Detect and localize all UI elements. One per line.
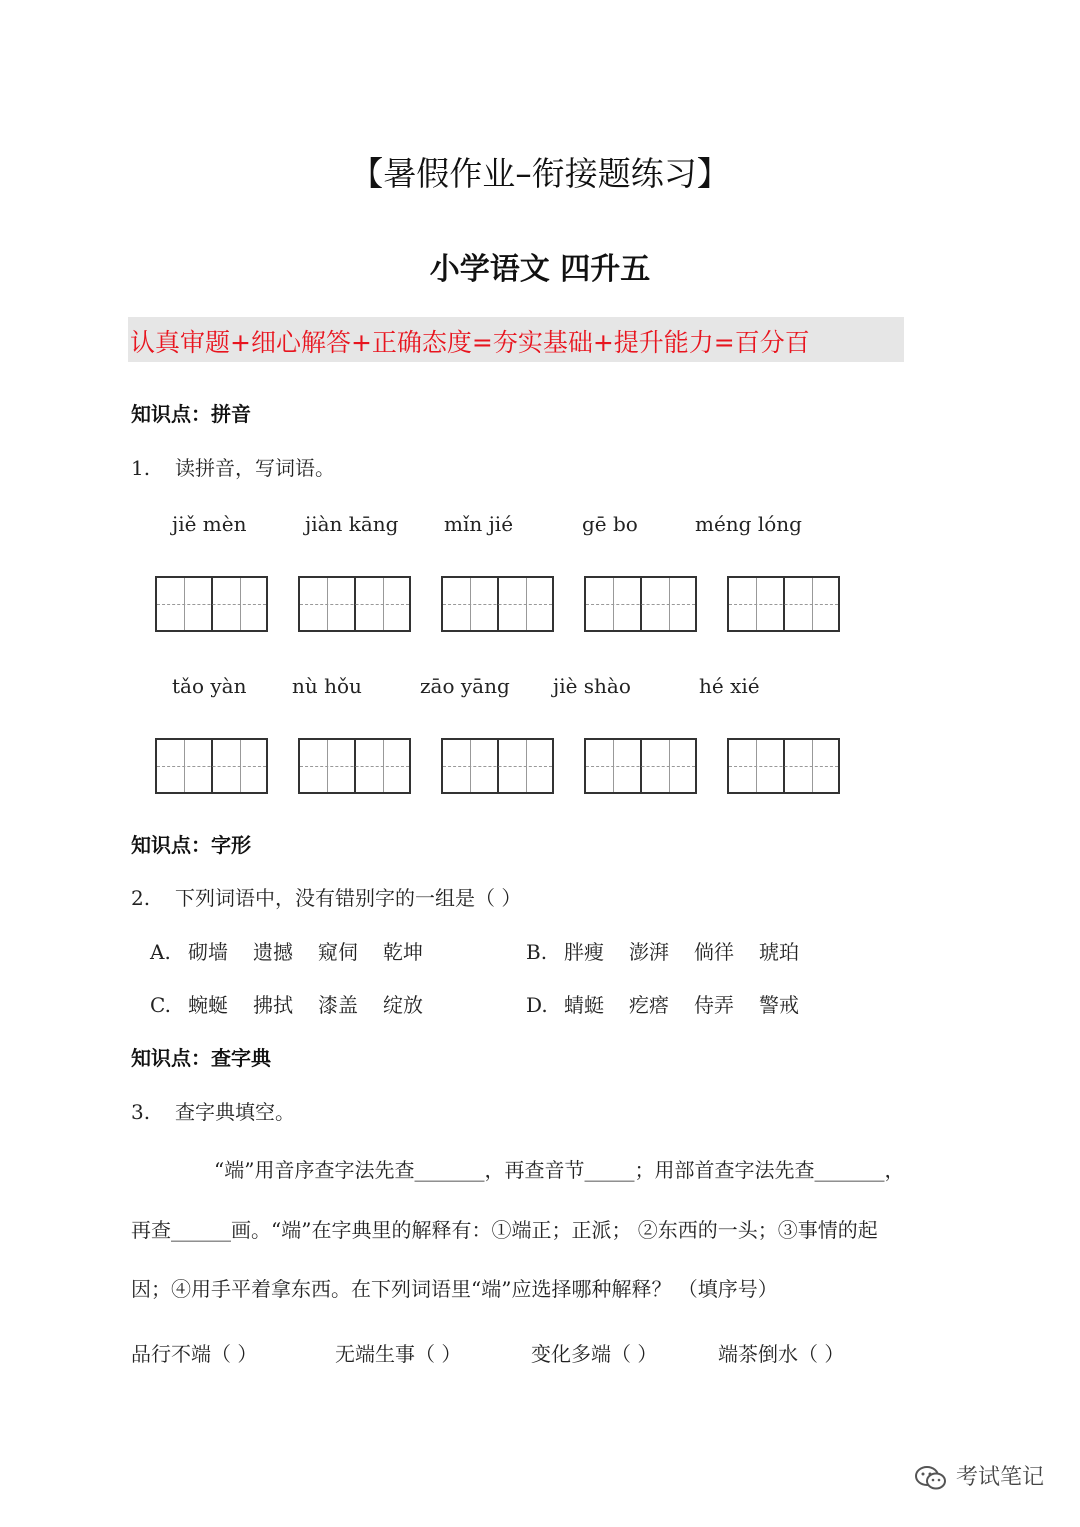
question-text: 读拼音，写词语。 <box>175 456 335 480</box>
writing-grid[interactable] <box>584 738 697 794</box>
pinyin-label: mǐn jié <box>444 512 514 536</box>
option-word: 漆盖 <box>318 993 358 1017</box>
paragraph-line: 再查______画。“端”在字典里的解释有：①端正；正派； ②东西的一头；③事情的起 <box>131 1218 878 1242</box>
writing-grid[interactable] <box>441 738 554 794</box>
motto-text: 认真审题+细心解答+正确态度=夯实基础+提升能力=百分百 <box>130 328 810 357</box>
option-word: 琥珀 <box>759 940 799 964</box>
question-1 <box>131 452 335 481</box>
pinyin-label: méng lóng <box>695 512 802 536</box>
pinyin-label: jiè shào <box>553 674 631 698</box>
section-label-pinyin: 知识点：拼音 <box>131 402 251 426</box>
pinyin-label: nù hǒu <box>292 674 362 698</box>
option-letter: A. <box>150 940 171 964</box>
option-word: 窥伺 <box>318 940 358 964</box>
writing-grid[interactable] <box>727 738 840 794</box>
pinyin-label: tǎo yàn <box>172 674 247 698</box>
option-letter: B. <box>526 940 548 964</box>
writing-grid[interactable] <box>441 576 554 632</box>
option-word: 倘徉 <box>694 940 734 964</box>
option-word: 疙瘩 <box>629 993 669 1017</box>
writing-grid[interactable] <box>298 576 411 632</box>
question-2 <box>131 882 521 911</box>
option-word: 乾坤 <box>383 940 423 964</box>
watermark <box>914 1460 1044 1491</box>
option-word: 蜿蜒 <box>188 993 228 1017</box>
option-b[interactable] <box>526 936 799 965</box>
option-word: 侍弄 <box>694 993 734 1017</box>
question-3 <box>131 1096 295 1125</box>
option-word: 蜻蜓 <box>564 993 604 1017</box>
option-word: 拂拭 <box>253 993 293 1017</box>
writing-grid[interactable] <box>155 738 268 794</box>
question-number: 2. <box>131 886 151 910</box>
option-letter: D. <box>526 993 548 1017</box>
option-word: 胖瘦 <box>564 940 604 964</box>
pinyin-label: hé xié <box>699 674 760 698</box>
fill-item[interactable]: 无端生事（ ） <box>335 1342 462 1366</box>
fill-item[interactable]: 品行不端（ ） <box>131 1342 258 1366</box>
paragraph-line: 因；④用手平着拿东西。在下列词语里“端”应选择哪种解释？ （填序号） <box>131 1277 778 1301</box>
question-text: 下列词语中，没有错别字的一组是（ ） <box>175 886 522 910</box>
paragraph-line: “端”用音序查字法先查_______，再查音节_____；用部首查字法先查_______， <box>214 1158 905 1182</box>
pinyin-label: gē bo <box>582 512 638 536</box>
writing-grid[interactable] <box>155 576 268 632</box>
question-text: 查字典填空。 <box>175 1100 295 1124</box>
section-label-glyph: 知识点：字形 <box>131 833 251 857</box>
writing-grid[interactable] <box>727 576 840 632</box>
page-subtitle: 小学语文 四升五 <box>429 252 651 287</box>
page-title: 【暑假作业–衔接题练习】 <box>350 154 730 193</box>
option-word: 澎湃 <box>629 940 669 964</box>
writing-grid[interactable] <box>584 576 697 632</box>
pinyin-label: jiàn kāng <box>305 512 399 536</box>
option-d[interactable] <box>526 989 799 1018</box>
option-a[interactable] <box>150 936 423 965</box>
option-c[interactable] <box>150 989 423 1018</box>
writing-grid[interactable] <box>298 738 411 794</box>
watermark-text: 考试笔记 <box>955 1465 1044 1490</box>
question-number: 3. <box>131 1100 151 1124</box>
wechat-icon <box>914 1465 948 1491</box>
option-word: 砌墙 <box>188 940 228 964</box>
fill-item[interactable]: 变化多端（ ） <box>531 1342 658 1366</box>
pinyin-label: jiě mèn <box>172 512 247 536</box>
option-letter: C. <box>150 993 171 1017</box>
pinyin-label: zāo yāng <box>420 674 510 698</box>
option-word: 警戒 <box>759 993 799 1017</box>
motto-banner <box>128 317 904 362</box>
section-label-dictionary: 知识点：查字典 <box>131 1046 271 1070</box>
fill-item[interactable]: 端茶倒水（ ） <box>718 1342 845 1366</box>
option-word: 绽放 <box>383 993 423 1017</box>
option-word: 遗撼 <box>253 940 293 964</box>
question-number: 1. <box>131 456 151 480</box>
